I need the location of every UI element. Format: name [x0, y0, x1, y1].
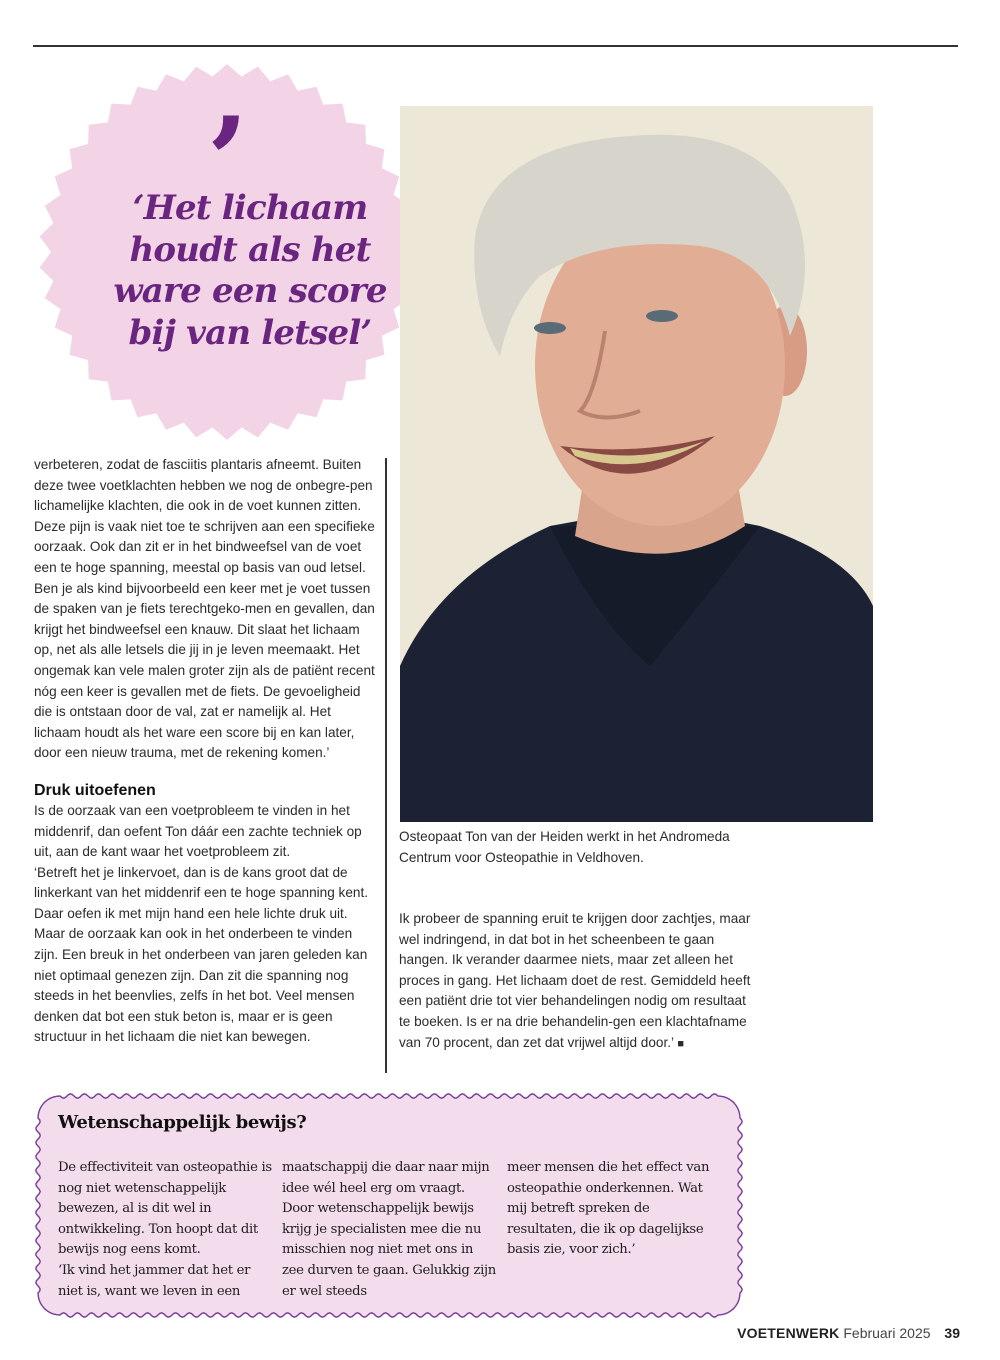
article-paragraph: Is de oorzaak van een voetprobleem te vinden in het middenrif, dan oefent Ton dáár een zachte techniek op uit, aan de kant waar het voetprobleem zit.	[34, 802, 362, 860]
column-divider	[385, 458, 387, 1073]
sidebar-title: Wetenschappelijk bewijs?	[58, 1112, 307, 1133]
sidebar-paragraph: De effectiviteit van osteopathie is nog niet wetenschappelijk bewezen, al is dit wel in ontwikkeling. Ton hoopt dat dit bewijs nog eens komt.	[58, 1160, 272, 1258]
article-paragraph	[399, 909, 759, 1054]
sidebar-column-1	[58, 1158, 273, 1302]
pull-quote-line: ware een score	[113, 271, 387, 311]
pull-quote-line: houdt als het	[129, 229, 371, 270]
sidebar-column-3	[507, 1158, 722, 1261]
photo-caption: Osteopaat Ton van der Heiden werkt in het Andromeda Centrum voor Osteopathie in Veldhoven.	[399, 829, 730, 865]
page-footer	[737, 1325, 960, 1341]
right-eye	[646, 310, 678, 322]
article-paragraph-text: Ik probeer de spanning eruit te krijgen door zachtjes, maar wel indringend, in dat bot in het scheenbeen te gaan hangen. Ik verander daarmee niets, maar zet alleen het proces in gang. Het lichaam doet de rest. Gemiddeld heeft een patiënt drie tot vier behandelingen nodig om resultaat te boeken. Is er na drie behandelin-gen een klachtafname van 70 procent, dan zet dat vrijwel altijd door.’	[399, 911, 751, 1050]
section-subheading: Druk uitoefenen	[34, 781, 156, 799]
end-mark-icon: ■	[677, 1037, 684, 1050]
article-column-right	[399, 909, 759, 1054]
page-number: 39	[944, 1325, 960, 1341]
pull-quote-line: ‘Het lichaam	[132, 188, 368, 228]
sidebar-paragraph: ‘Ik vind het jammer dat het er niet is, want we leven in een	[58, 1262, 251, 1299]
sidebar-paragraph: maatschappij die daar naar mijn idee wél heel erg om vraagt. Door wetenschappelijk bewijs krijg je specialisten mee die nu misschien nog niet met ons in zee durven te gaan. Gelukkig zijn er wel steeds	[282, 1160, 496, 1299]
sidebar-paragraph: meer mensen die het effect van osteopathie onderkennen. Wat mij betreft spreken de resultaten, die ik op dagelijkse basis zie, voor zich.’	[507, 1160, 710, 1258]
sidebar-box	[34, 1092, 744, 1319]
article-column-left	[34, 455, 379, 1048]
pull-quote-text	[100, 188, 400, 354]
sidebar-column-2	[282, 1158, 497, 1302]
top-rule	[33, 45, 958, 47]
portrait-photo	[400, 106, 873, 822]
pull-quote-badge	[40, 62, 415, 442]
magazine-name: VOETENWERK	[737, 1325, 840, 1341]
article-paragraph: verbeteren, zodat de fasciitis plantaris afneemt. Buiten deze twee voetklachten hebben we nog de onbegre-pen lichamelijke klachten, die ook in de voet kunnen zitten. Deze pijn is vaak niet toe te schrijven aan een specifieke oorzaak. Ook dan zit er in het bindweefsel van de voet een te hoge spanning, meestal op basis van oud letsel. Ben je als kind bijvoorbeeld een keer met je voet tussen de spaken van je fiets terechtgeko-men en gevallen, dan krijgt het bindweefsel een knauw. Dit slaat het lichaam op, net als alle letsels die jij in je leven meemaakt. Het ongemak kan vele malen groter zijn als de patiënt recent nóg een keer is gevallen met de fiets. De gevoeligheid die is ontstaan door de val, zat er namelijk al. Het lichaam houdt als het ware een score bij en kan later, door een nieuw trauma, met de rekening komen.’	[34, 457, 375, 761]
portrait-illustration	[400, 106, 873, 822]
issue-date: Februari 2025	[843, 1325, 931, 1341]
left-eye	[534, 322, 566, 334]
article-paragraph: ‘Betreft het je linkervoet, dan is de kans groot dat de linkerkant van het middenrif een te hoge spanning kent. Daar oefen ik met mijn hand een hele lichte druk uit. Maar de oorzaak kan ook in het onderbeen te vinden zijn. Een breuk in het onderbeen van jaren geleden kan niet optimaal genezen zijn. Dan zit die spanning nog steeds in het beenvlies, zelfs ín het bot. Veel mensen denken dat bot een stuk beton is, maar er is geen structuur in het lichaam die niet kan bewegen.	[34, 864, 369, 1045]
pull-quote-line: bij van letsel’	[128, 312, 372, 353]
quote-mark-icon: ’	[206, 91, 249, 232]
